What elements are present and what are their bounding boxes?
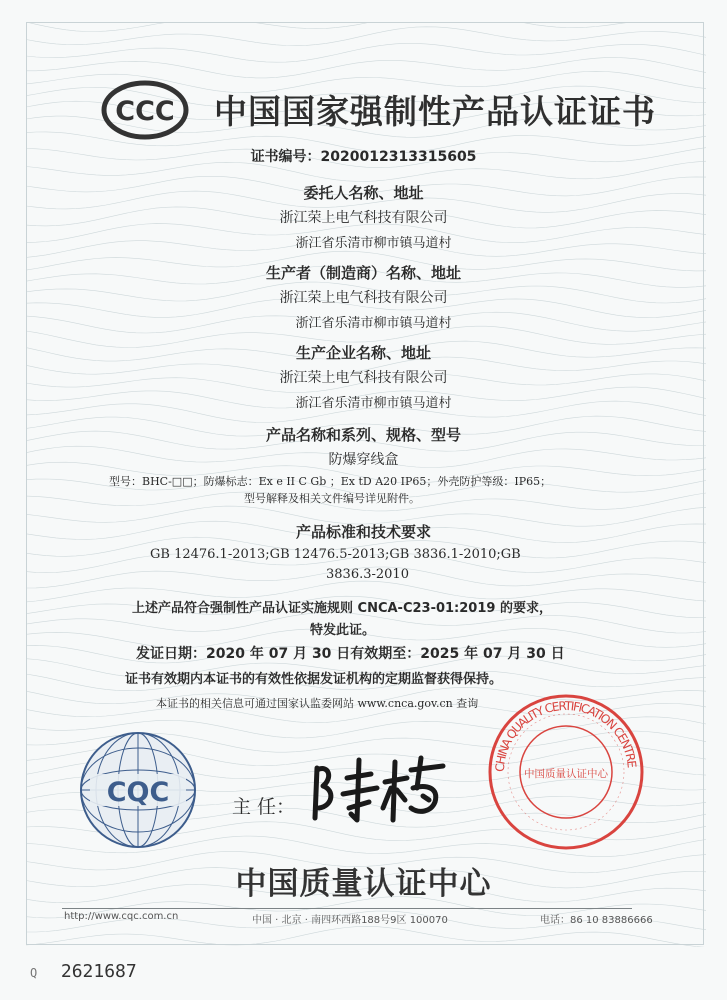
issuer-name: 中国质量认证中心 xyxy=(235,866,492,902)
validity-note: 证书有效期内本证书的有效性依据发证机构的定期监督获得保持。 xyxy=(125,672,503,687)
serial-number xyxy=(30,961,137,982)
serial-value: 2621687 xyxy=(60,961,137,982)
conformity-line1: 上述产品符合强制性产品认证实施规则 CNCA-C23-01:2019 的要求， xyxy=(132,601,552,616)
serial-prefix: Q xyxy=(30,966,38,980)
conformity-line2: 特发此证。 xyxy=(310,623,376,638)
factory-address: 浙江省乐清市柳市镇马道村 xyxy=(295,396,452,411)
cqc-logo-text: CQC xyxy=(106,777,170,808)
factory-heading: 生产企业名称、地址 xyxy=(295,344,431,362)
seal-outer-text: CHINA QUALITY CERTIFICATION CENTRE xyxy=(492,698,640,773)
certificate-number: 证书编号：2020012313315605 xyxy=(250,149,477,165)
manufacturer-heading: 生产者（制造商）名称、地址 xyxy=(265,264,461,282)
cqc-logo-icon xyxy=(78,730,198,850)
query-note: 本证书的相关信息可通过国家认监委网站 www.cnca.gov.cn 查询 xyxy=(156,697,479,710)
footer-rule xyxy=(62,908,632,909)
footer-website: http://www.cqc.com.cn xyxy=(64,911,179,922)
seal-inner-text: 中国质量认证中心 xyxy=(524,768,608,780)
standards-line1: GB 12476.1-2013;GB 12476.5-2013;GB 3836.1-2010;GB xyxy=(150,547,521,562)
standards-heading: 产品标准和技术要求 xyxy=(295,523,431,541)
product-name: 防爆穿线盒 xyxy=(328,452,399,468)
applicant-address: 浙江省乐清市柳市镇马道村 xyxy=(295,236,452,251)
footer-address: 中国 · 北京 · 南四环西路188号9区 100070 xyxy=(252,915,448,926)
ccc-logo-text: CCC xyxy=(115,96,175,127)
issue-validity-dates: 发证日期：2020 年 07 月 30 日有效期至：2025 年 07 月 30 日 xyxy=(136,646,565,662)
applicant-name: 浙江荣上电气科技有限公司 xyxy=(279,210,448,226)
factory-name: 浙江荣上电气科技有限公司 xyxy=(279,370,448,386)
applicant-heading: 委托人名称、地址 xyxy=(303,184,424,202)
footer-phone: 电话：86 10 83886666 xyxy=(540,915,653,926)
official-seal xyxy=(486,692,646,852)
manufacturer-name: 浙江荣上电气科技有限公司 xyxy=(279,290,448,306)
certificate-title: 中国国家强制性产品认证证书 xyxy=(214,92,656,131)
director-label: 主 任： xyxy=(232,796,296,818)
svg-text:CHINA QUALITY CERTIFICATION CE xyxy=(493,699,639,772)
director-signature xyxy=(303,748,453,828)
standards-line2: 3836.3-2010 xyxy=(326,567,409,582)
product-spec-line1: 型号：BHC-□□；防爆标志：Ex e II C Gb ；Ex tD A20 IP65；外壳防护等级：IP65； xyxy=(109,475,552,488)
product-heading: 产品名称和系列、规格、型号 xyxy=(265,426,461,444)
manufacturer-address: 浙江省乐清市柳市镇马道村 xyxy=(295,316,452,331)
ccc-logo-icon xyxy=(101,80,189,140)
product-spec-line2: 型号解释及相关文件编号详见附件。 xyxy=(244,492,420,505)
